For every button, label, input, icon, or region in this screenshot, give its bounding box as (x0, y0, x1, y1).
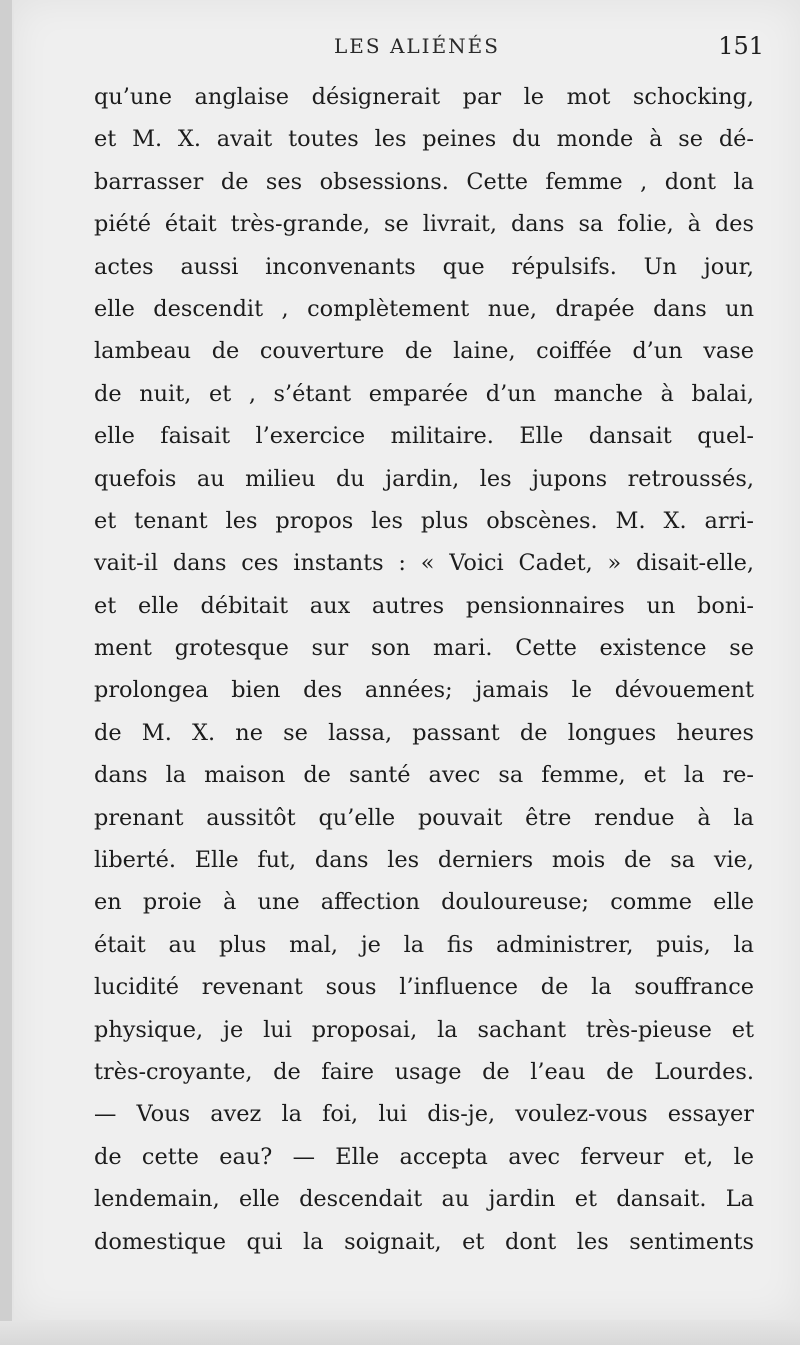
text-line: piété était très-grande, se livrait, dans sa folie, à des (94, 211, 754, 238)
text-line: et elle débitait aux autres pensionnaires un boni- (94, 592, 754, 619)
text-line: prenant aussitôt qu’elle pouvait être rendue à la (94, 804, 754, 831)
text-line: de cette eau? — Elle accepta avec ferveur et, le (94, 1143, 754, 1170)
text-line: domestique qui la soignait, et dont les sentiments (94, 1228, 754, 1255)
text-line: barrasser de ses obsessions. Cette femme , dont la (94, 168, 754, 195)
text-line: actes aussi inconvenants que répulsifs. Un jour, (94, 253, 754, 280)
text-line: et tenant les propos les plus obscènes. M. X. arri- (94, 507, 754, 534)
text-line: elle faisait l’exercice militaire. Elle dansait quel- (94, 423, 754, 450)
text-line: lendemain, elle descendait au jardin et dansait. La (94, 1186, 754, 1213)
text-line: de M. X. ne se lassa, passant de longues heures (94, 719, 754, 746)
text-line: prolongea bien des années; jamais le dévouement (94, 677, 754, 704)
text-line: qu’une anglaise désignerait par le mot schocking, (94, 84, 754, 110)
text-line: ment grotesque sur son mari. Cette existence se (94, 635, 754, 662)
running-head (14, 32, 800, 66)
body-text (94, 76, 754, 1263)
scan-margin-bottom (0, 1321, 800, 1345)
text-line: — Vous avez la foi, lui dis-je, voulez-vous essayer (94, 1101, 754, 1128)
text-line: physique, je lui proposai, la sachant très-pieuse et (94, 1016, 754, 1043)
page-number: 151 (718, 32, 764, 60)
text-line: de nuit, et , s’étant emparée d’un manche à balai, (94, 380, 754, 407)
text-line: vait-il dans ces instants : « Voici Cadet, » disait-elle, (94, 550, 754, 577)
text-line: était au plus mal, je la fis administrer, puis, la (94, 931, 754, 958)
scan-margin-left (0, 0, 12, 1345)
text-line: lucidité revenant sous l’influence de la souffrance (94, 974, 754, 1001)
text-line: en proie à une affection douloureuse; comme elle (94, 889, 754, 916)
text-line: elle descendit , complètement nue, drapée dans un (94, 295, 754, 322)
book-page (14, 0, 800, 1320)
text-line: très-croyante, de faire usage de l’eau de Lourdes. (94, 1058, 754, 1085)
text-line: lambeau de couverture de laine, coiffée d’un vase (94, 338, 754, 365)
text-line: quefois au milieu du jardin, les jupons retroussés, (94, 465, 754, 492)
text-line: liberté. Elle fut, dans les derniers mois de sa vie, (94, 847, 754, 874)
text-line: et M. X. avait toutes les peines du monde à se dé- (94, 126, 754, 153)
running-title: LES ALIÉNÉS (334, 34, 500, 58)
text-line: dans la maison de santé avec sa femme, et la re- (94, 762, 754, 789)
